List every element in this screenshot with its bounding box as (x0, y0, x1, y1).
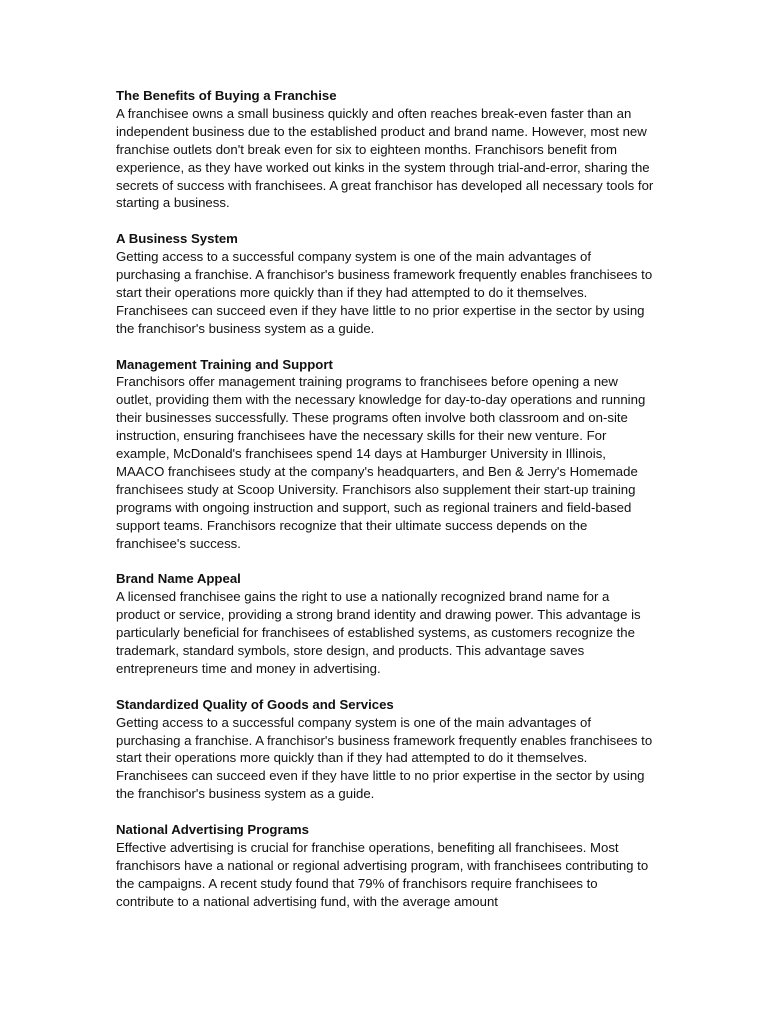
document-page (116, 87, 656, 929)
section-benefits (116, 87, 656, 212)
section-title: National Advertising Programs (116, 822, 309, 838)
section-standardized-quality (116, 696, 656, 803)
section-title: Standardized Quality of Goods and Services (116, 696, 394, 712)
section-brand-name-appeal (116, 570, 656, 677)
section-title: A Business System (116, 231, 238, 247)
section-business-system (116, 230, 656, 337)
section-national-advertising (116, 821, 656, 911)
section-management-training (116, 356, 656, 553)
section-body: Effective advertising is crucial for franchise operations, benefiting all franchisees. Most franchisors have a national or regional advertising program, with franchisees contributing to the campaigns. A recent study found that 79% of franchisors require franchisees to contribute to a national advertising fund, with the average amount (116, 839, 649, 909)
section-body: Franchisors offer management training programs to franchisees before opening a new outlet, providing them with the necessary knowledge for day-to-day operations and running their businesses successfully. These programs often involve both classroom and on-site instruction, ensuring franchisees have the necessary skills for their new venture. For example, McDonald's franchisees spend 14 days at Hamburger University in Illinois, MAACO franchisees study at the company's headquarters, and Ben & Jerry's Homemade franchisees study at Scoop University. Franchisors also supplement their start-up training programs with ongoing instruction and support, such as regional trainers and field-based support teams. Franchisors recognize that their ultimate success depends on the franchisee's success. (116, 374, 646, 551)
section-title: The Benefits of Buying a Franchise (116, 88, 337, 103)
section-title: Management Training and Support (116, 356, 333, 372)
section-body: A franchisee owns a small business quickly and often reaches break-even faster than an independent business due to the established product and brand name. However, most new franchise outlets don't break even for six to eighteen months. Franchisors benefit from experience, as they have worked out kinks in the system through trial-and-error, sharing the secrets of success with franchisees. A great franchisor has developed all necessary tools for starting a business. (116, 105, 654, 211)
section-body: A licensed franchisee gains the right to use a nationally recognized brand name for a product or service, providing a strong brand identity and drawing power. This advantage is particularly beneficial for franchisees of established systems, as customers recognize the trademark, standard symbols, store design, and products. This advantage saves entrepreneurs time and money in advertising. (116, 589, 641, 676)
section-title: Brand Name Appeal (116, 571, 241, 587)
section-body: Getting access to a successful company system is one of the main advantages of purchasing a franchise. A franchisor's business framework frequently enables franchisees to start their operations more quickly than if they had attempted to do it themselves. Franchisees can succeed even if they have little to no prior expertise in the sector by using the franchisor's business system as a guide. (116, 249, 653, 336)
section-body: Getting access to a successful company system is one of the main advantages of purchasing a franchise. A franchisor's business framework frequently enables franchisees to start their operations more quickly than if they had attempted to do it themselves. Franchisees can succeed even if they have little to no prior expertise in the sector by using the franchisor's business system as a guide. (116, 714, 653, 802)
